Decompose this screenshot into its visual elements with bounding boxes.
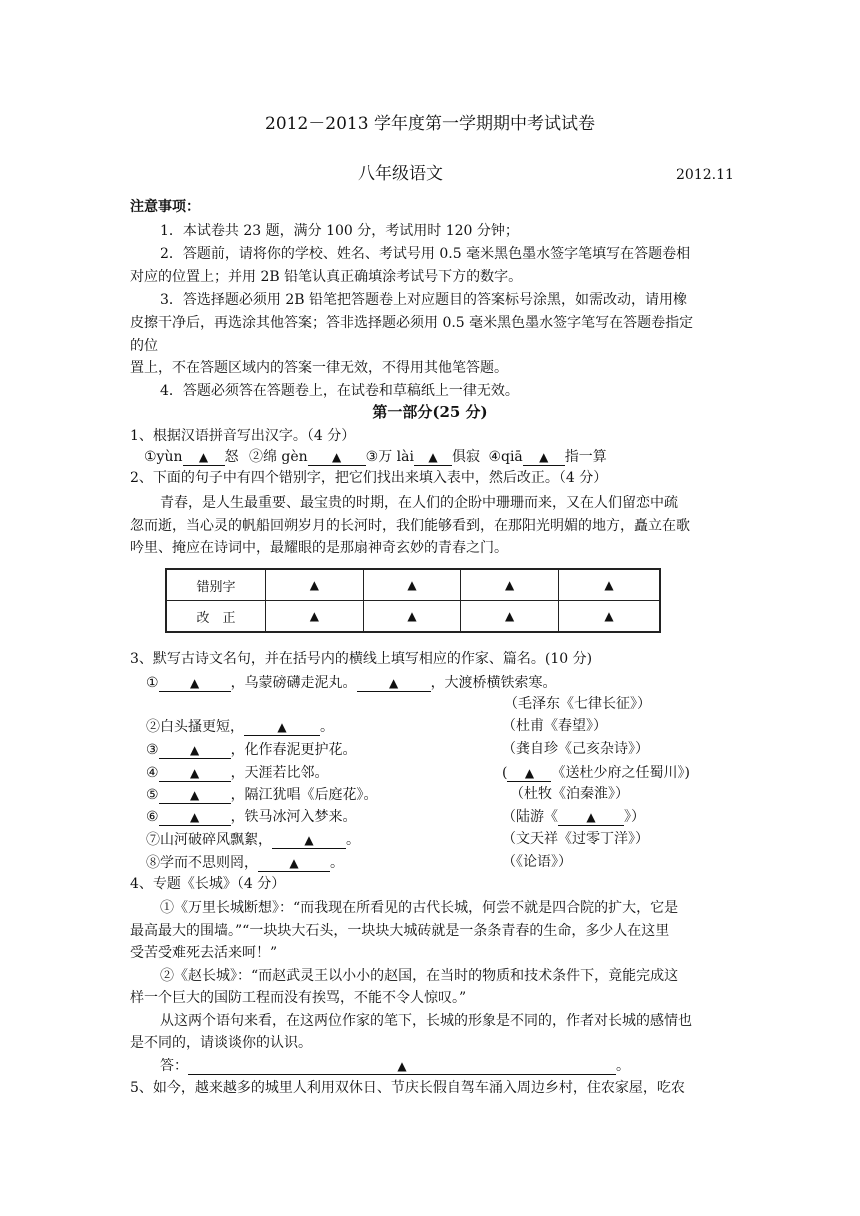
table-row <box>166 601 660 633</box>
notes-item-2-line-2: 对应的位置上；并用 2B 铅笔认真正确填涂考试号下方的数字。 <box>130 269 523 285</box>
q3-source-8: （《论语》） <box>502 854 572 870</box>
answer-marker: ▲ <box>604 608 614 623</box>
q1-d-suffix: 指一算 <box>564 449 607 465</box>
q3-line-3 <box>146 742 357 759</box>
q3-line-7 <box>146 832 360 849</box>
notes-item-3-line-3: 的位 <box>130 338 158 354</box>
q4-quote-1-line-2: 最高最大的围墙。”“一块块大石头，一块块大城砖就是一条条青春的生命，多少人在这里 <box>130 923 670 939</box>
q3-num-4: ④ <box>146 765 159 781</box>
q1-d-blank[interactable] <box>523 449 565 466</box>
q3-line-4-text: ，天涯若比邻。 <box>230 765 329 781</box>
q3-source-4: ( ▲ 《送杜少府之任蜀川》) <box>502 765 690 781</box>
q3-num-5: ⑤ <box>146 787 159 803</box>
q3-source-6 <box>502 809 645 826</box>
q3-source-4-text: 《送杜少府之任蜀川》) <box>551 765 690 781</box>
q2-passage-line-3: 吟里、掩应在诗词中，最耀眼的是那扇神奇玄妙的青春之门。 <box>130 540 508 556</box>
q3-source-1: （毛泽东《七律长征》） <box>504 696 651 712</box>
q3-blank-4[interactable] <box>159 765 231 782</box>
answer-marker: ▲ <box>388 676 399 690</box>
exam-title: 2012－2013 学年度第一学期期中考试试卷 <box>265 114 595 134</box>
q3-stem: 3、默写古诗文名句，并在括号内的横线上填写相应的作家、篇名。(10 分) <box>130 651 593 667</box>
notes-item-3-line-4: 置上，不在答题区域内的答案一律无效，不得用其他笔答题。 <box>130 360 508 376</box>
q4-answer-end: 。 <box>616 1058 630 1074</box>
q3-blank-7[interactable] <box>272 832 346 849</box>
table-header-correction: 改 正 <box>166 601 266 633</box>
answer-marker: ▲ <box>407 577 417 592</box>
q3-line-2-text: ②白头搔更短， <box>146 719 244 735</box>
part1-heading: 第一部分(25 分) <box>372 403 488 421</box>
table-header-wrong-char: 错别字 <box>166 569 266 601</box>
q3-line-5 <box>146 787 378 804</box>
q2-passage-line-2: 忽而逝，当心灵的帆船回朔岁月的长河时，我们能够看到，在那阳光明媚的地方，矗立在歌 <box>130 518 690 534</box>
table-cell[interactable] <box>461 601 559 633</box>
table-cell[interactable] <box>266 569 364 601</box>
q3-line-2 <box>146 719 334 736</box>
q2-passage-line-1: 青春，是人生最重要、最宝贵的时期，在人们的企盼中珊珊而来，又在人们留恋中疏 <box>160 495 678 511</box>
q3-line-1-mid: ，乌蒙磅礴走泥丸。 <box>230 675 357 691</box>
table-cell[interactable] <box>558 569 660 601</box>
q4-answer-line <box>160 1058 630 1075</box>
answer-marker: ▲ <box>407 608 417 623</box>
notes-item-3-line-2: 皮擦干净后，再选涂其他答案；答非选择题必须用 0.5 毫米黑色墨水签字笔写在答题卷指定 <box>130 315 694 331</box>
q4-prompt-line-2: 是不同的，请谈谈你的认识。 <box>130 1035 312 1051</box>
q3-line-7-end: 。 <box>346 832 360 848</box>
q3-blank-source-4[interactable] <box>507 765 551 782</box>
q1-d-pinyin: ④qiā <box>488 449 523 465</box>
q1-items <box>144 449 607 466</box>
answer-marker: ▲ <box>428 450 438 464</box>
q3-source-6-pre: （陆游《 <box>502 809 558 825</box>
q1-c-suffix: 俱寂 <box>451 449 480 465</box>
answer-marker: ▲ <box>309 577 319 592</box>
q3-line-3-text: ，化作春泥更护花。 <box>230 742 357 758</box>
exam-date: 2012.11 <box>676 167 734 183</box>
q4-quote-2-line-1: ②《赵长城》：“而赵武灵王以小小的赵国，在当时的物质和技术条件下，竟能完成这 <box>160 968 679 984</box>
q3-num-3: ③ <box>146 742 159 758</box>
answer-marker: ▲ <box>524 766 535 780</box>
q3-line-6-text: ，铁马冰河入梦来。 <box>230 809 357 825</box>
q3-line-1 <box>146 675 557 692</box>
q4-quote-2-line-2: 样一个巨大的国防工程而没有挨骂，不能不令人惊叹。” <box>130 990 467 1006</box>
q1-c-pinyin: ③万 lài <box>365 449 414 465</box>
table-row <box>166 569 660 601</box>
q3-num-1: ① <box>146 675 159 691</box>
q3-source-2: （杜甫《春望》） <box>502 718 607 734</box>
notes-item-3-line-1: 3．答选择题必须用 2B 铅笔把答题卷上对应题目的答案标号涂黑，如需改动，请用橡 <box>160 292 688 308</box>
answer-marker: ▲ <box>586 810 596 824</box>
answer-marker: ▲ <box>539 450 549 464</box>
q3-num-6: ⑥ <box>146 809 159 825</box>
q4-stem: 4、专题《长城》（4 分） <box>130 876 286 892</box>
answer-marker: ▲ <box>277 720 287 734</box>
exam-subtitle: 八年级语文 <box>358 164 443 184</box>
q3-blank-1b[interactable] <box>357 675 431 692</box>
answer-marker: ▲ <box>189 788 200 802</box>
q3-blank-5[interactable] <box>159 787 231 804</box>
answer-marker: ▲ <box>397 1059 407 1073</box>
table-cell[interactable] <box>558 601 660 633</box>
q4-quote-1-line-1: ①《万里长城断想》：“而我现在所看见的古代长城，何尝不就是四合院的扩大，它是 <box>160 900 679 916</box>
answer-marker: ▲ <box>189 676 200 690</box>
q4-quote-1-line-3: 受苦受难死去活来呵！” <box>130 945 278 961</box>
q3-line-8 <box>146 855 344 872</box>
q5-stem: 5、如今，越来越多的城里人利用双休日、节庆长假自驾车涌入周边乡村，住农家屋，吃农 <box>130 1080 685 1096</box>
q1-a-suffix: 怒 <box>224 449 239 465</box>
table-cell[interactable] <box>363 601 461 633</box>
q3-line-8-end: 。 <box>330 855 344 871</box>
q3-line-5-text: ，隔江犹唱《后庭花》。 <box>230 787 378 803</box>
q4-answer-blank[interactable] <box>188 1058 616 1075</box>
q3-blank-1a[interactable] <box>159 675 231 692</box>
q3-blank-source-6[interactable] <box>558 809 624 826</box>
answer-marker: ▲ <box>604 577 614 592</box>
q4-prompt-line-1: 从这两个语句来看，在这两位作家的笔下，长城的形象是不同的，作者对长城的感情也 <box>160 1013 692 1029</box>
q1-a-blank[interactable] <box>183 449 225 466</box>
q3-source-7: （文天祥《过零丁洋》） <box>502 831 649 847</box>
q3-line-2-end: 。 <box>320 719 334 735</box>
q1-a-pinyin: ①yùn <box>144 449 183 465</box>
answer-marker: ▲ <box>332 450 342 464</box>
q3-source-6-post: 》） <box>624 809 645 825</box>
notes-item-2-line-1: 2．答题前，请将你的学校、姓名、考试号用 0.5 毫米黑色墨水签字笔填写在答题卷相 <box>160 246 691 262</box>
q1-c-blank[interactable] <box>414 449 452 466</box>
answer-marker: ▲ <box>189 743 200 757</box>
q3-line-8-text: ⑧学而不思则罔， <box>146 855 258 871</box>
table-cell[interactable] <box>461 569 559 601</box>
q3-blank-6[interactable] <box>159 809 231 826</box>
notes-heading: 注意事项： <box>130 199 200 215</box>
answer-marker: ▲ <box>304 833 314 847</box>
q3-line-1-end: ，大渡桥横铁索寒。 <box>430 675 557 691</box>
answer-marker: ▲ <box>309 608 319 623</box>
q3-blank-8[interactable] <box>258 855 330 872</box>
notes-item-1: 1．本试卷共 23 题，满分 100 分，考试用时 120 分钟； <box>160 223 519 239</box>
q3-source-5: （杜牧《泊秦淮》） <box>510 786 629 802</box>
notes-item-4: 4．答题必须答在答题卷上，在试卷和草稿纸上一律无效。 <box>160 383 519 399</box>
answer-marker: ▲ <box>504 608 515 623</box>
answer-marker: ▲ <box>504 577 515 592</box>
q3-line-6 <box>146 809 357 826</box>
q2-stem: 2、下面的句子中有四个错别字，把它们找出来填入表中，然后改正。（4 分） <box>130 470 608 486</box>
q3-blank-2[interactable] <box>244 719 320 736</box>
q4-answer-label: 答： <box>160 1058 188 1074</box>
table-cell[interactable] <box>266 601 364 633</box>
q1-b-blank[interactable] <box>308 449 366 466</box>
q3-blank-3[interactable] <box>159 742 231 759</box>
q1-stem: 1、根据汉语拼音写出汉字。（4 分） <box>130 428 356 444</box>
answer-marker: ▲ <box>289 856 299 870</box>
table-cell[interactable] <box>363 569 461 601</box>
q3-line-7-text: ⑦山河破碎风飘絮， <box>146 832 272 848</box>
q1-b-pinyin: ②绵 gèn <box>248 449 308 465</box>
q3-source-3: （龚自珍《己亥杂诗》） <box>502 741 649 757</box>
answer-marker: ▲ <box>189 810 200 824</box>
q2-correction-table <box>165 568 661 633</box>
q3-line-4 <box>146 765 329 782</box>
answer-marker: ▲ <box>189 766 200 780</box>
answer-marker: ▲ <box>198 450 209 464</box>
